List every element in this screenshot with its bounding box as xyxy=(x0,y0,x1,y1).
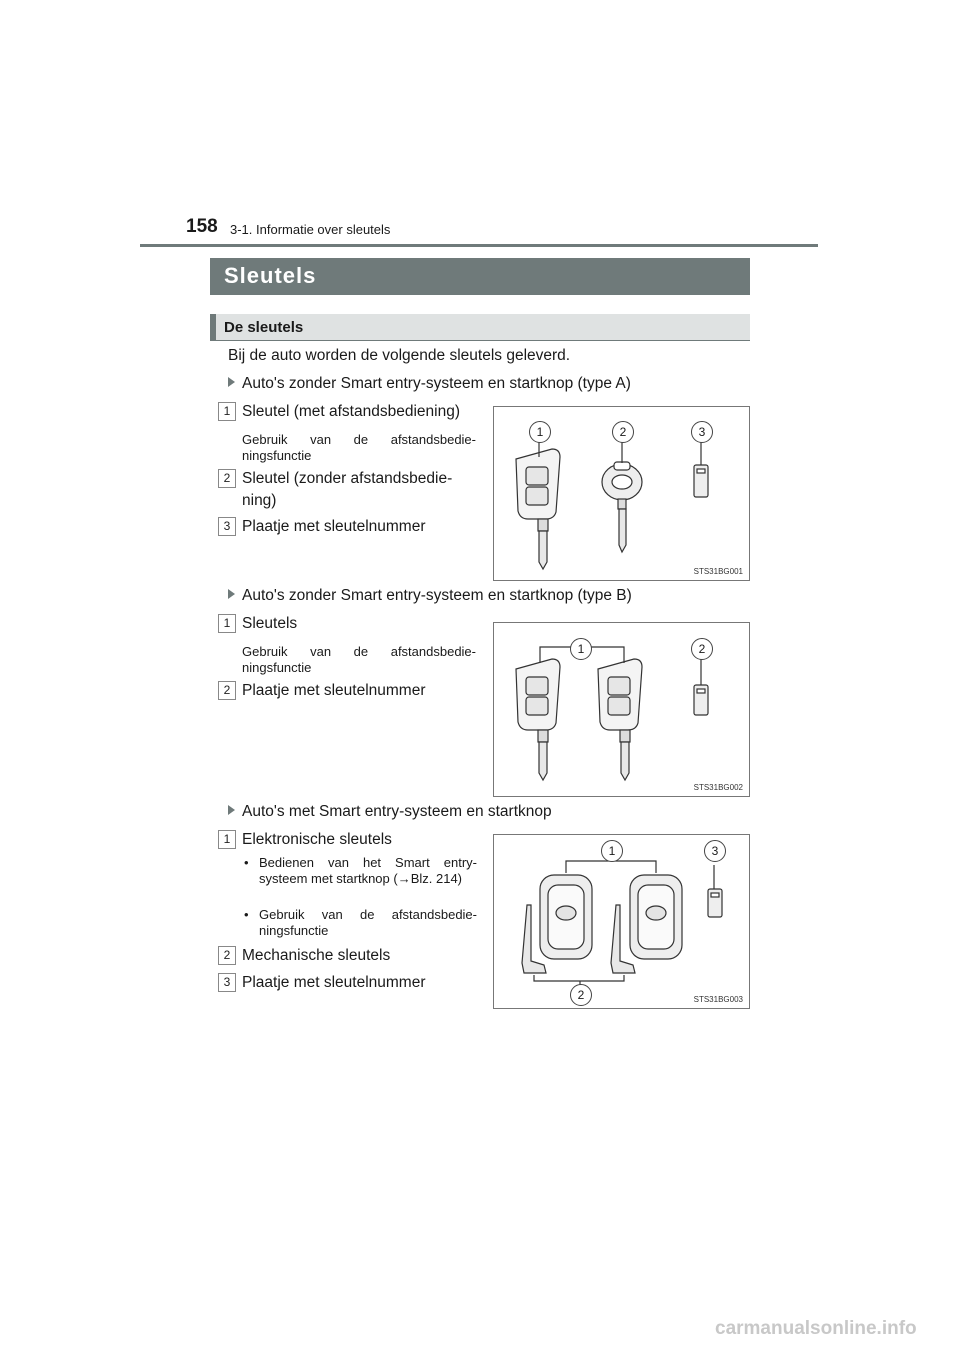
figure-keys-type-a xyxy=(493,406,750,581)
item-number: 1 xyxy=(218,614,236,633)
callout-3: 3 xyxy=(704,840,726,862)
item-number: 1 xyxy=(218,830,236,849)
triangle-bullet-icon xyxy=(228,805,235,815)
triangle-bullet-icon xyxy=(228,377,235,387)
figure-code: STS31BG003 xyxy=(693,995,743,1004)
item-note: Gebruik van de afstandsbedie-ningsfunctie xyxy=(242,432,476,463)
bullet-text: Gebruik van de afstandsbedie-ningsfunctie xyxy=(259,907,477,938)
bullet-dot: • xyxy=(244,907,249,922)
item-note: Gebruik van de afstandsbedie-ningsfunctie xyxy=(242,644,476,675)
callout-1: 1 xyxy=(570,638,592,660)
item-label: Plaatje met sleutelnummer xyxy=(242,974,426,991)
intro-text: Bij de auto worden de volgende sleutels geleverd. xyxy=(228,347,571,364)
subsection-title: De sleutels xyxy=(224,319,304,336)
callout-2: 2 xyxy=(612,421,634,443)
item-number: 2 xyxy=(218,469,236,488)
item-label: Sleutel (met afstandsbediening) xyxy=(242,403,460,420)
item-label: Plaatje met sleutelnummer xyxy=(242,682,426,699)
watermark: carmanualsonline.info xyxy=(715,1318,917,1339)
item-number: 2 xyxy=(218,681,236,700)
item-label: Mechanische sleutels xyxy=(242,947,391,964)
figure-code: STS31BG001 xyxy=(693,567,743,576)
chapter-title: 3-1. Informatie over sleutels xyxy=(230,222,391,237)
item-number: 1 xyxy=(218,402,236,421)
section-title: Sleutels xyxy=(224,263,317,288)
triangle-bullet-icon xyxy=(228,589,235,599)
item-label: Sleutels xyxy=(242,615,298,632)
section-title-bar xyxy=(210,258,750,295)
callout-1: 1 xyxy=(601,840,623,862)
callout-2: 2 xyxy=(691,638,713,660)
header-rule xyxy=(140,244,818,247)
callout-1: 1 xyxy=(529,421,551,443)
figure-code: STS31BG002 xyxy=(693,783,743,792)
callout-3: 3 xyxy=(691,421,713,443)
page-number: 158 xyxy=(186,216,218,237)
bullet-dot: • xyxy=(244,855,249,870)
item-label: Sleutel (zonder afstandsbedie- xyxy=(242,470,453,487)
figure-keys-type-b xyxy=(493,622,750,797)
item-label: Plaatje met sleutelnummer xyxy=(242,518,426,535)
item-number: 3 xyxy=(218,973,236,992)
figure-keys-smart xyxy=(493,834,750,1009)
item-number: 3 xyxy=(218,517,236,536)
section-a-heading: Auto's zonder Smart entry-systeem en startknop (type A) xyxy=(228,375,631,393)
item-label: Elektronische sleutels xyxy=(242,831,392,848)
item-number: 2 xyxy=(218,946,236,965)
section-b-heading: Auto's zonder Smart entry-systeem en startknop (type B) xyxy=(228,587,632,605)
section-c-heading: Auto's met Smart entry-systeem en startknop xyxy=(228,803,552,821)
item-label-continued: ning) xyxy=(242,492,277,509)
bullet-text: Bedienen van het Smart entry-systeem met startknop (→Blz. 214) xyxy=(259,855,477,886)
subsection-bar xyxy=(210,314,750,341)
callout-2: 2 xyxy=(570,984,592,1006)
